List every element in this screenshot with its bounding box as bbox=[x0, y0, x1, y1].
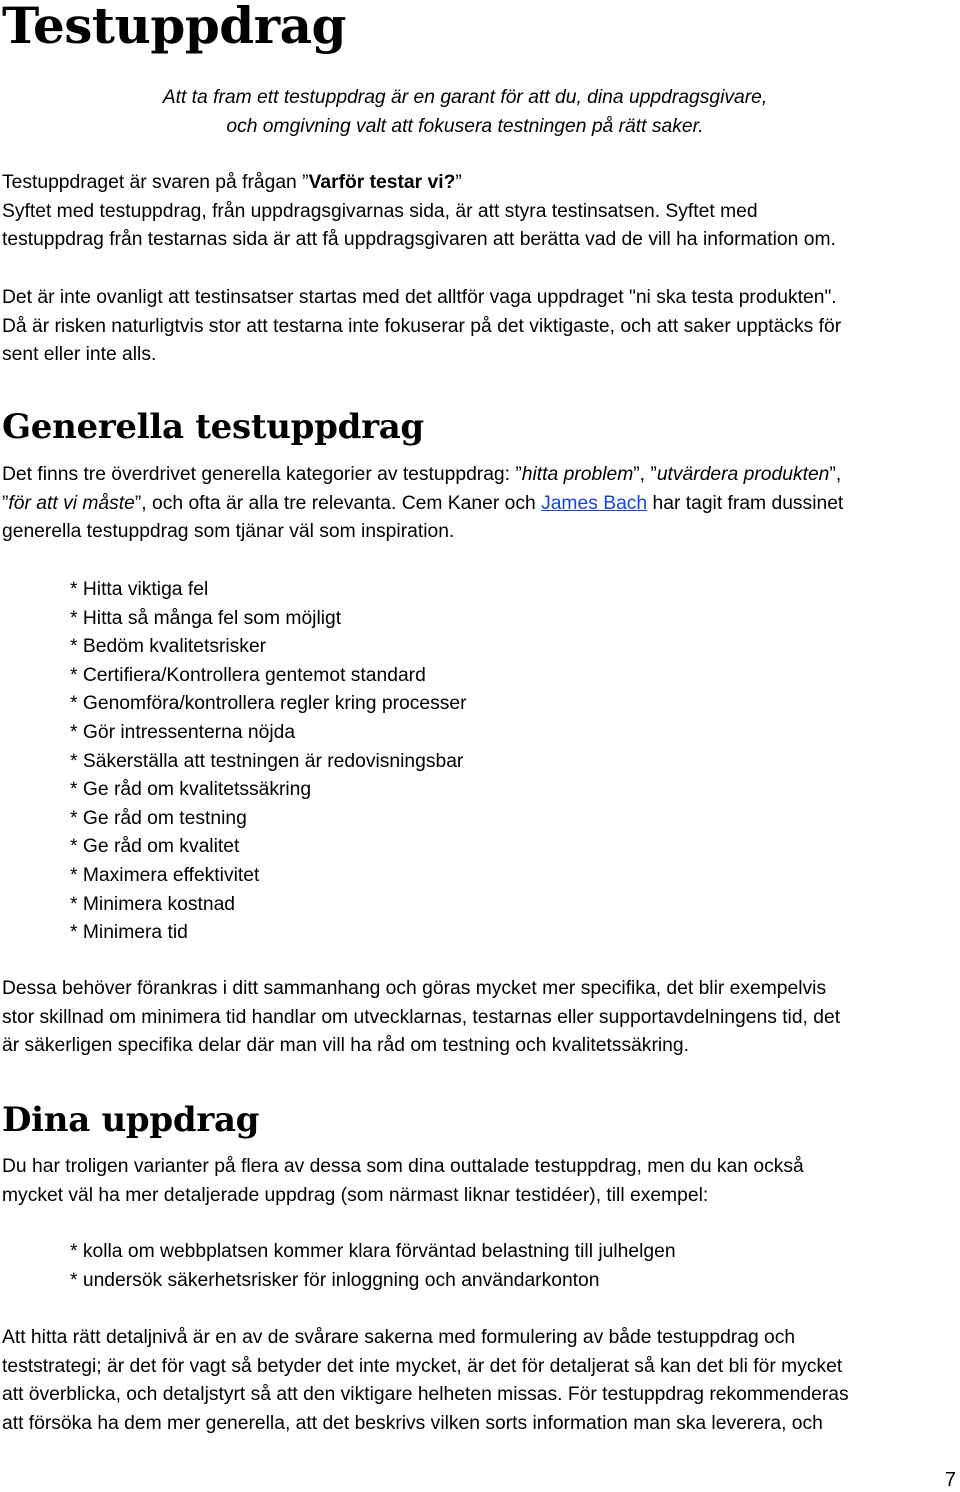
paragraph-line: Dessa behöver förankras i ditt sammanhang och göras mycket mer specifika, det blir exempelvis bbox=[2, 978, 827, 999]
paragraph-line: Det är inte ovanligt att testinsatser startas med det alltför vaga uppdraget "ni ska testa produkten". bbox=[2, 287, 837, 308]
section-heading-your-missions: Dina uppdrag bbox=[2, 1100, 260, 1140]
paragraph-line: mycket väl ha mer detaljerade uppdrag (som närmast liknar testidéer), till exempel: bbox=[2, 1184, 709, 1206]
list-item: * Säkerställa att testningen är redovisningsbar bbox=[70, 750, 464, 772]
list-item: * Minimera kostnad bbox=[70, 893, 236, 915]
page-number: 7 bbox=[944, 1469, 956, 1491]
text-fragment: ”, ” bbox=[633, 464, 657, 485]
paragraph-line: generella testuppdrag som tjänar väl som inspiration. bbox=[2, 521, 455, 543]
paragraph-line: sent eller inte alls. bbox=[2, 344, 157, 366]
list-item: * Ge råd om testning bbox=[70, 807, 247, 829]
list-item: * Maximera effektivitet bbox=[70, 864, 260, 886]
list-item: * kolla om webbplatsen kommer klara förväntad belastning till julhelgen bbox=[70, 1241, 676, 1262]
list-item: * Gör intressenterna nöjda bbox=[70, 721, 296, 743]
paragraph-line: Syftet med testuppdrag, från uppdragsgivarnas sida, är att styra testinsatsen. Syftet med bbox=[2, 200, 758, 222]
intro-quote-line: och omgivning valt att fokusera testningen på rätt saker. bbox=[226, 115, 704, 137]
page-title: Testuppdrag bbox=[2, 0, 346, 55]
intro-quote bbox=[0, 84, 930, 141]
paragraph-line bbox=[2, 490, 952, 519]
list-item: * Minimera tid bbox=[70, 922, 188, 944]
paragraph-line: stor skillnad om minimera tid handlar om utvecklarnas, testarnas eller supportavdelningens tid, det bbox=[2, 1006, 841, 1028]
paragraph-line: att överblicka, och detaljstyrt så att den viktigare helheten missas. För testuppdrag rekommenderas bbox=[2, 1384, 849, 1406]
section-heading-general: Generella testuppdrag bbox=[2, 407, 424, 447]
paragraph-line: att försöka ha dem mer generella, att det beskrivs vilken sorts information man ska leverera, och bbox=[2, 1412, 823, 1434]
list-item: * Hitta viktiga fel bbox=[70, 579, 209, 600]
list-item: * Ge råd om kvalitet bbox=[70, 836, 240, 858]
intro-quote-line: Att ta fram ett testuppdrag är en garant för att du, dina uppdragsgivare, bbox=[162, 87, 768, 108]
list-item: * Bedöm kvalitetsrisker bbox=[70, 636, 267, 658]
text-fragment: Testuppdraget är svaren på frågan ” bbox=[2, 172, 309, 193]
paragraph-line: Du har troligen varianter på flera av dessa som dina outtalade testuppdrag, men du kan också bbox=[2, 1156, 804, 1177]
paragraph-line bbox=[2, 169, 952, 198]
text-fragment: Det finns tre överdrivet generella kategorier av testuppdrag: ” bbox=[2, 464, 522, 485]
bold-question: Varför testar vi? bbox=[308, 172, 456, 193]
paragraph-detail-level bbox=[2, 1324, 952, 1438]
italic-term: utvärdera produkten bbox=[656, 464, 830, 485]
italic-term: för att vi måste bbox=[8, 492, 135, 514]
text-fragment: ” bbox=[455, 172, 462, 193]
list-item: * Ge råd om kvalitetssäkring bbox=[70, 779, 312, 801]
paragraph-line: testuppdrag från testarnas sida är att få uppdragsgivaren att berätta vad de vill ha information om. bbox=[2, 229, 836, 251]
text-fragment: ”, bbox=[829, 464, 842, 485]
list-item: * Genomföra/kontrollera regler kring processer bbox=[70, 693, 467, 715]
text-fragment: ”, och ofta är alla tre relevanta. Cem Kaner och bbox=[134, 492, 542, 514]
italic-term: hitta problem bbox=[521, 464, 634, 485]
list-item: * Certifiera/Kontrollera gentemot standard bbox=[70, 664, 426, 686]
list-item: * undersök säkerhetsrisker för inloggning och användarkonton bbox=[70, 1269, 600, 1291]
paragraph-general-categories bbox=[2, 461, 952, 547]
text-fragment: har tagit fram dussinet bbox=[647, 492, 844, 514]
paragraph-line: teststrategi; är det för vagt så betyder det inte mycket, är det för detaljerat så kan det bli för mycket bbox=[2, 1355, 843, 1377]
list-item: * Hitta så många fel som möjligt bbox=[70, 607, 342, 629]
james-bach-link[interactable]: James Bach bbox=[541, 492, 648, 514]
paragraph-line bbox=[2, 461, 952, 490]
detailed-missions-list bbox=[70, 1238, 676, 1295]
paragraph-vague-mission bbox=[2, 284, 952, 370]
paragraph-your-variants bbox=[2, 1153, 952, 1210]
paragraph-line: är säkerligen specifika delar där man vill ha råd om testning och kvalitetssäkring. bbox=[2, 1035, 689, 1057]
paragraph-purpose bbox=[2, 169, 952, 255]
paragraph-anchoring bbox=[2, 975, 952, 1061]
paragraph-line: Att hitta rätt detaljnivå är en av de svårare sakerna med formulering av både testuppdrag och bbox=[2, 1327, 796, 1348]
text-fragment: ” bbox=[2, 492, 9, 514]
general-missions-list bbox=[70, 576, 467, 948]
paragraph-line: Då är risken naturligtvis stor att testarna inte fokuserar på det viktigaste, och att saker upptäcks för bbox=[2, 315, 842, 337]
